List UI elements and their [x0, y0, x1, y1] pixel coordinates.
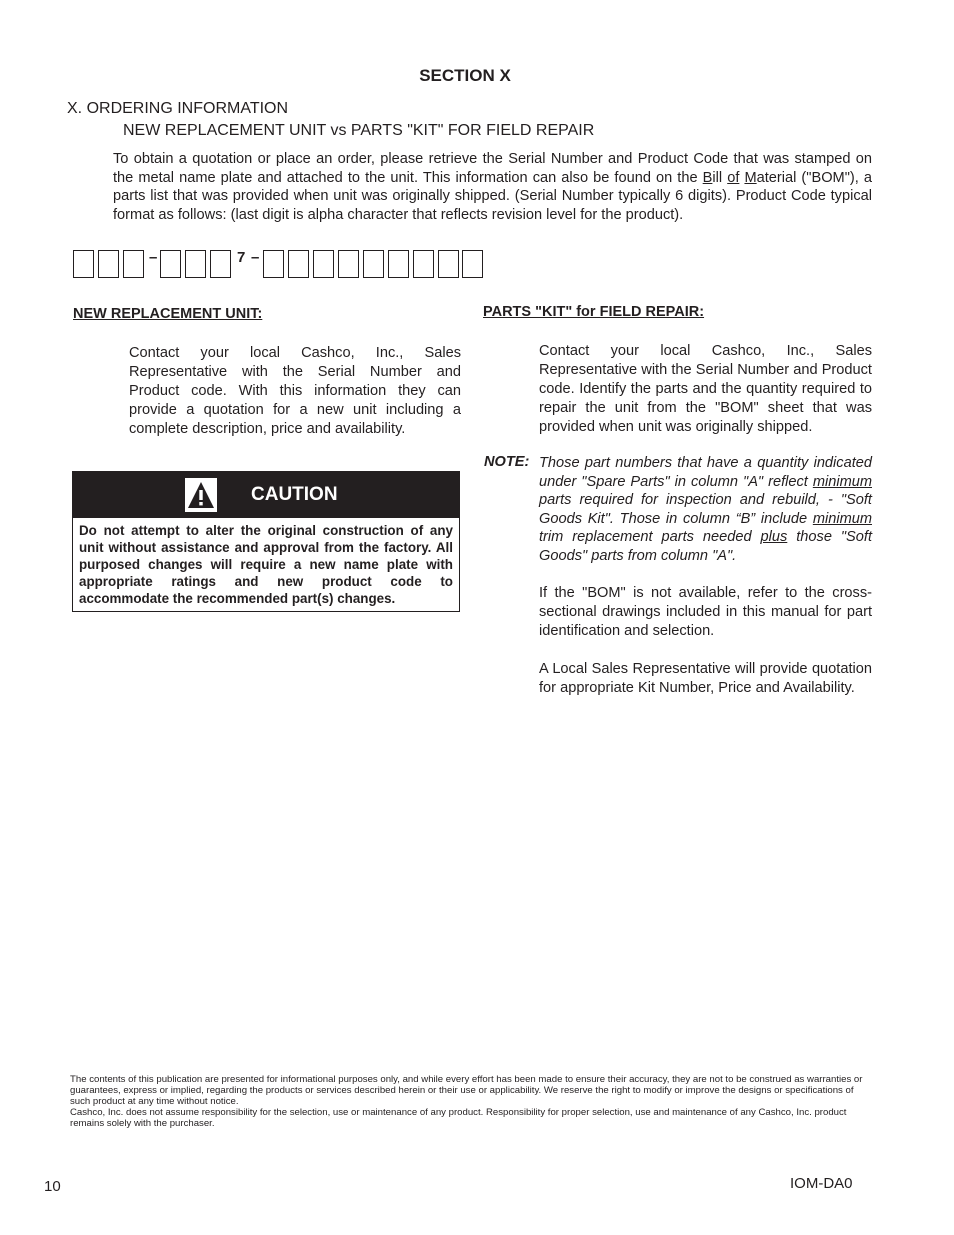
- code-box: [73, 250, 94, 278]
- code-box: [363, 250, 384, 278]
- caution-label: CAUTION: [251, 484, 338, 505]
- intro-text-2: aterial ("BOM"), a parts list that was provided when unit was originally shipped. (Serial Number typically 6 digits). Product Code typical format as follows: (last digit is alpha character that reflects revision level for the product).: [113, 169, 872, 223]
- subheading: NEW REPLACEMENT UNIT vs PARTS "KIT" FOR FIELD REPAIR: [123, 122, 595, 139]
- parts-kit-body: Contact your local Cashco, Inc., Sales Representative with the Serial Number and Product code. Identify the parts and the quantity required to repair the unit from the "BOM" sheet that was provided when unit was originally shipped.: [539, 343, 872, 435]
- intro-b: B: [702, 169, 713, 186]
- code-box: [413, 250, 434, 278]
- caution-text: Do not attempt to alter the original construction of any unit without assistance and approval from the factory. All purposed changes will require a new name plate with appropriate ratings and new product code to accommodate the recommended part(s) changes.: [79, 523, 453, 606]
- caution-header: [73, 472, 459, 518]
- code-fixed-digit: 7: [237, 249, 246, 266]
- page-number: 10: [44, 1178, 61, 1195]
- code-box: [313, 250, 334, 278]
- disclaimer-line: Cashco, Inc. does not assume responsibility for the selection, use or maintenance of any product. Responsibility for proper selection, use and maintenance of any Cashco, Inc. product remains solely with the purchaser.: [70, 1107, 847, 1129]
- code-box: [263, 250, 284, 278]
- code-box: [462, 250, 483, 278]
- ordering-heading: X. ORDERING INFORMATION: [67, 100, 289, 117]
- code-box: [288, 250, 309, 278]
- note-minimum: minimum: [812, 510, 872, 527]
- code-box: [338, 250, 359, 278]
- new-unit-body: Contact your local Cashco, Inc., Sales Representative with the Serial Number and Product code. With this information they can provide a quotation for a new unit including a complete description, price and availability.: [129, 345, 461, 437]
- caution-box: [72, 471, 460, 612]
- warning-triangle-icon: [185, 478, 217, 512]
- new-unit-heading: NEW REPLACEMENT UNIT:: [73, 306, 263, 322]
- disclaimer-line: The contents of this publication are presented for informational purposes only, and while every effort has been made to ensure their accuracy, they are not to be construed as warranties or guarantees, express or implied, regarding the products or services described herein or their use or applicability. We reserve the right to modify or improve the designs or specifications of such product at any time without notice.: [70, 1074, 863, 1107]
- local-rep-note: A Local Sales Representative will provide quotation for appropriate Kit Number, Price and Availability.: [539, 661, 872, 696]
- note-text: parts required for inspection and rebuild, - "Soft Goods Kit". Those in column “B” include: [539, 492, 872, 527]
- code-box: [160, 250, 181, 278]
- code-box: [388, 250, 409, 278]
- note-text: trim replacement parts needed: [539, 529, 761, 546]
- bom-note: If the "BOM" is not available, refer to the cross-sectional drawings included in this manual for part identification and selection.: [539, 585, 872, 639]
- code-box: [123, 250, 144, 278]
- intro-paragraph: [113, 150, 872, 224]
- code-box: [210, 250, 231, 278]
- section-title: SECTION X: [419, 66, 511, 85]
- intro-m: M: [744, 169, 757, 186]
- code-dash: –: [251, 249, 260, 266]
- note-plus: plus: [760, 529, 788, 546]
- code-dash: –: [149, 249, 158, 266]
- note-label: NOTE:: [484, 454, 530, 470]
- code-box: [98, 250, 119, 278]
- disclaimer: [70, 1074, 870, 1129]
- intro-ill: ill: [712, 169, 728, 186]
- parts-kit-heading: PARTS "KIT" for FIELD REPAIR:: [483, 304, 705, 320]
- note-text: Those part numbers that have a quantity indicated under "Spare Parts" in column "A" reflect: [539, 455, 872, 490]
- code-box: [185, 250, 206, 278]
- intro-text-1: To obtain a quotation or place an order, please retrieve the Serial Number and Product Code that was stamped on the metal name plate and attached to the unit. This information can also be found on the: [113, 151, 872, 186]
- document-id: IOM-DA0: [790, 1175, 853, 1192]
- code-box: [438, 250, 459, 278]
- note-body: [539, 454, 872, 566]
- note-text: those "Soft Goods" parts from column "A".: [539, 529, 873, 564]
- intro-of: of: [727, 169, 740, 186]
- note-minimum: minimum: [812, 473, 872, 490]
